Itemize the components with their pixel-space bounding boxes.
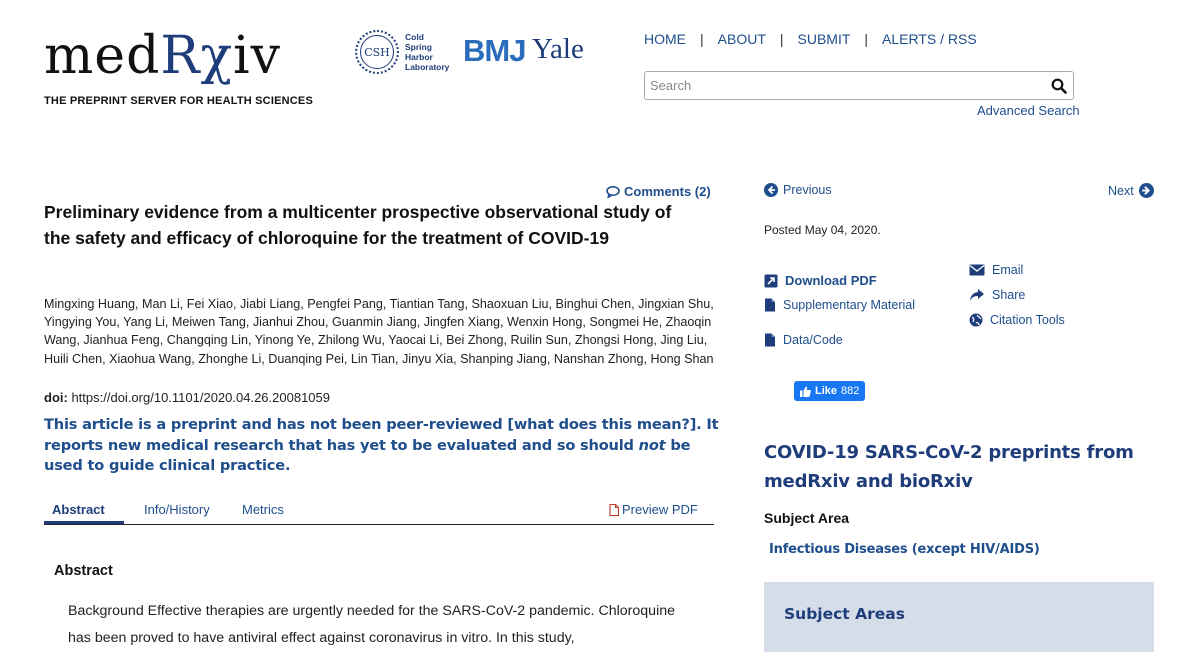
document-icon <box>764 298 776 312</box>
nav-home[interactable]: HOME <box>644 31 686 47</box>
nav-separator: | <box>700 31 704 47</box>
data-code-link[interactable] <box>764 333 843 347</box>
email-link[interactable] <box>969 263 1023 277</box>
tab-info-history[interactable]: Info/History <box>144 502 210 517</box>
download-pdf-label: Download PDF <box>785 273 877 288</box>
search-icon[interactable] <box>1051 78 1067 94</box>
subject-areas-heading: Subject Areas <box>784 605 905 623</box>
previous-label: Previous <box>783 183 832 197</box>
share-label: Share <box>992 288 1026 302</box>
doi <box>44 390 330 405</box>
posted-date: Posted May 04, 2020. <box>764 223 881 237</box>
advanced-search-link[interactable]: Advanced Search <box>977 103 1080 118</box>
arrow-right-circle-icon <box>1139 183 1154 198</box>
document-icon <box>764 333 776 347</box>
download-pdf-link[interactable] <box>764 273 877 288</box>
next-label: Next <box>1108 183 1134 198</box>
nav-separator: | <box>864 31 869 47</box>
comments-label: Comments (2) <box>624 184 711 199</box>
active-tab-indicator <box>44 521 124 524</box>
next-link[interactable] <box>1108 183 1154 198</box>
top-nav <box>644 31 977 47</box>
download-pdf-icon <box>764 274 778 288</box>
abstract-text: Background Effective therapies are urgently needed for the SARS-CoV-2 pandemic. Chloroquine has been proved to have antiviral effect against coronavirus in vitro. In this study, <box>68 603 676 646</box>
like-count: 882 <box>841 385 860 397</box>
covid-preprints-link[interactable]: COVID-19 SARS-CoV-2 preprints from medRxiv and bioRxiv <box>764 442 1134 492</box>
globe-icon <box>969 313 983 327</box>
like-label: Like <box>815 385 838 397</box>
subject-area-heading: Subject Area <box>764 510 850 526</box>
notice-text-1: This article is a preprint and has not been peer-reviewed [what does this mean?]. It reports new medical research that has yet to be evaluated and so should <box>44 416 719 454</box>
article-title: Preliminary evidence from a multicenter prospective observational study of the safety and efficacy of chloroquine for the treatment of COVID-19 <box>44 202 672 248</box>
share-arrow-icon <box>969 288 985 302</box>
tab-metrics[interactable]: Metrics <box>242 502 284 517</box>
envelope-icon <box>969 264 985 276</box>
csh-line: Harbor <box>405 52 433 62</box>
medrxiv-logo[interactable] <box>44 26 281 86</box>
nav-separator: | <box>779 31 784 47</box>
notice-not: not <box>638 436 666 454</box>
arrow-left-circle-icon <box>764 183 778 197</box>
yale-logo[interactable]: Yale <box>532 33 584 65</box>
search-box <box>644 71 1074 100</box>
comments-link[interactable] <box>606 184 711 199</box>
nav-submit[interactable]: SUBMIT <box>797 31 851 47</box>
facebook-like-button[interactable] <box>794 381 865 401</box>
citation-tools-link[interactable] <box>969 313 1065 327</box>
author-list[interactable]: Mingxing Huang, Man Li, Fei Xiao, Jiabi Liang, Pengfei Pang, Tiantian Tang, Shaoxuan Liu, Binghui Chen, Jingxian Shu, Yingying You, Yang Li, Meiwen Tang, Jianhui Zhou, Guanmin Jiang, Jingfen Xiang, Wenxin Hong, Songmei He, Zhaoqin Wang, Jianhua Feng, Changqing Lin, Yinong Ye, Zhilong Wu, Yaocai Li, Bei Zhong, Ruilin Sun, Zhongsi Hong, Jing Liu, Huili Chen, Xiaohua Wang, Zhonghe Li, Duanqing Pei, Lin Tian, Jinyu Xia, Shanping Jiang, Nanshan Zhong, Hong Shan <box>44 297 714 366</box>
csh-mark: CSH <box>360 35 394 69</box>
doi-label: doi: <box>44 390 68 405</box>
csh-line: Cold <box>405 32 424 42</box>
logo-r: Rχ <box>160 26 234 86</box>
article-tabs <box>44 500 714 525</box>
share-link[interactable] <box>969 288 1025 302</box>
csh-text <box>405 32 449 72</box>
csh-line: Spring <box>405 42 432 52</box>
tagline: THE PREPRINT SERVER FOR HEALTH SCIENCES <box>44 95 313 107</box>
nav-about[interactable]: ABOUT <box>717 31 766 47</box>
bmj-logo[interactable]: BMJ <box>463 33 526 68</box>
preview-pdf-button[interactable] <box>609 502 698 517</box>
citation-tools-label: Citation Tools <box>990 313 1065 327</box>
subject-areas-panel <box>764 582 1154 652</box>
nav-alerts-rss[interactable]: ALERTS / RSS <box>882 31 977 47</box>
preview-pdf-label: Preview PDF <box>622 502 698 517</box>
subject-area-link[interactable]: Infectious Diseases (except HIV/AIDS) <box>769 542 1040 557</box>
csh-logo[interactable] <box>355 30 399 74</box>
thumbs-up-icon <box>800 386 811 397</box>
data-code-label: Data/Code <box>783 333 843 347</box>
logo-med: med <box>44 26 161 86</box>
email-label: Email <box>992 263 1024 277</box>
supplementary-label: Supplementary Material <box>783 298 916 312</box>
notice-text-2: be used to guide clinical practice. <box>44 436 691 474</box>
previous-link[interactable] <box>764 183 832 197</box>
logo-iv: iv <box>233 26 282 86</box>
tab-abstract[interactable]: Abstract <box>52 502 105 517</box>
csh-line: Laboratory <box>405 62 450 72</box>
doi-link[interactable]: https://doi.org/10.1101/2020.04.26.20081059 <box>71 390 330 405</box>
comment-icon <box>606 186 620 198</box>
pdf-file-icon <box>609 504 619 516</box>
preprint-notice <box>44 415 719 477</box>
supplementary-material-link[interactable] <box>764 298 915 312</box>
abstract-heading: Abstract <box>54 563 113 579</box>
search-input[interactable] <box>645 72 1035 99</box>
